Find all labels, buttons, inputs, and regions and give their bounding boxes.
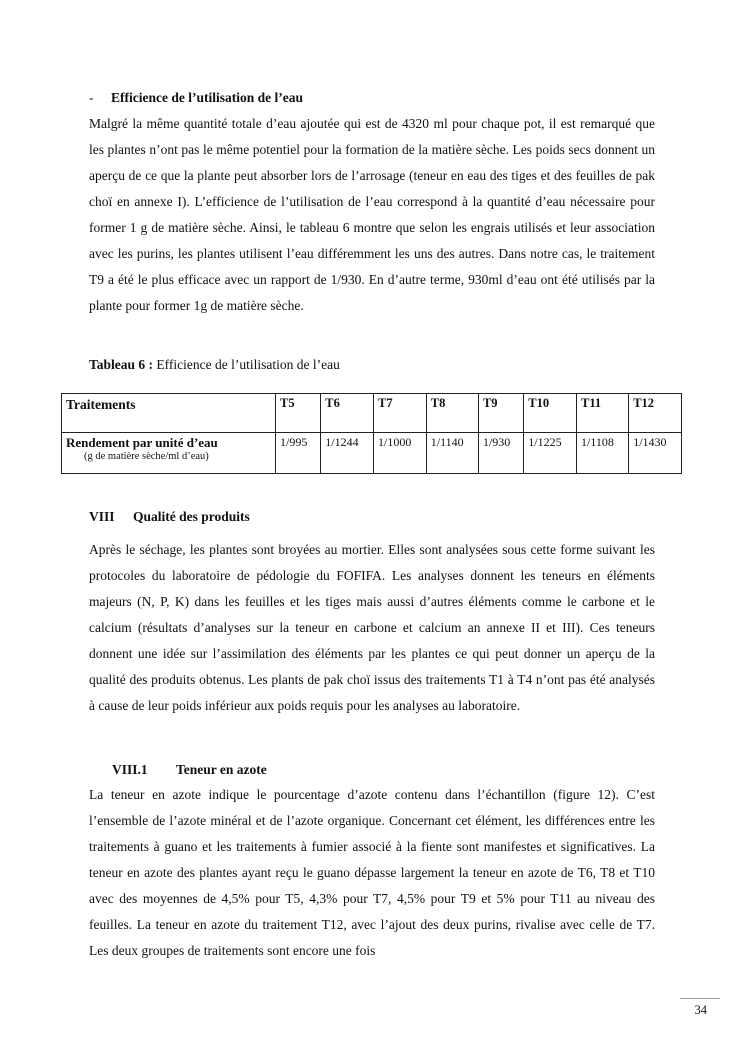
nitrogen-subsection-title: Teneur en azote (176, 762, 267, 777)
table-header-cell: T6 (321, 394, 374, 433)
table-header-cell: T11 (577, 394, 629, 433)
table-caption-label: Tableau 6 : (89, 357, 154, 372)
table-caption-text: Efficience de l’utilisation de l’eau (153, 357, 340, 372)
table-value-cell: 1/1430 (629, 433, 682, 474)
table-header-cell: T10 (524, 394, 577, 433)
table-row (62, 433, 682, 474)
nitrogen-paragraph: La teneur en azote indique le pourcentage d’azote contenu dans l’échantillon (figure 12). C’est l’ensemble de l’azote minéral et de l’azote organique. Concernant cet élément, les différences entre les traitements à guano et les traitements à fumier associé à la fiente sont manifestes et significatives. La teneur en azote des plantes ayant reçu le guano dépasse largement la teneur en azote de T6, T8 et T10 avec des moyennes de 4,5% pour T5, 4,3% pour T7, 4,5% pour T9 et 5% pour T11 au niveau des feuilles. La teneur en azote du traitement T12, avec l’ajout des deux purins, rivalise avec celle de T7. Les deux groupes de traitements sont encore une fois (89, 787, 655, 958)
table-header-row (62, 394, 682, 433)
table-value-cell: 1/930 (478, 433, 523, 474)
footer-divider (680, 998, 720, 999)
table-header-cell: T9 (478, 394, 523, 433)
table-value-cell: 1/1108 (577, 433, 629, 474)
nitrogen-subsection-number: VIII.1 (112, 762, 148, 777)
table-caption (89, 356, 340, 374)
bullet-dash: - (89, 90, 94, 105)
nitrogen-subsection-heading (112, 761, 267, 779)
table-header-label: Traitements (62, 394, 276, 433)
quality-section-heading (89, 508, 250, 526)
water-efficiency-heading (89, 89, 303, 107)
table-row-label: Rendement par unité d’eau (66, 435, 218, 450)
table-row-sublabel: (g de matière sèche/ml d’eau) (84, 451, 209, 462)
water-efficiency-title: Efficience de l’utilisation de l’eau (111, 90, 303, 105)
table-value-cell: 1/1225 (524, 433, 577, 474)
table-header-cell: T7 (374, 394, 427, 433)
table-row-label-cell (62, 433, 276, 474)
table-header-cell: T8 (426, 394, 478, 433)
table-value-cell: 1/1140 (426, 433, 478, 474)
table-value-cell: 1/1000 (374, 433, 427, 474)
water-efficiency-table (61, 393, 682, 474)
table-value-cell: 1/995 (276, 433, 321, 474)
water-efficiency-paragraph: Malgré la même quantité totale d’eau ajoutée qui est de 4320 ml pour chaque pot, il est remarqué que les plantes n’ont pas le même potentiel pour la formation de la matière sèche. Les poids secs donnent un aperçu de ce que la plante peut absorber lors de l’arrosage (teneur en eau des tiges et des feuilles de pak choï en annexe I). L’efficience de l’utilisation de l’eau correspond à la quantité d’eau nécessaire pour former 1 g de matière sèche. Ainsi, le tableau 6 montre que selon les engrais utilisés et leur association avec les purins, les plantes utilisent l’eau différemment les uns des autres. Dans notre cas, le traitement T9 a été le plus efficace avec un rapport de 1/930. En d’autre terme, 930ml d’eau ont été utilisés par la plante pour former 1g de matière sèche. (89, 116, 655, 313)
page-number: 34 (694, 1003, 707, 1017)
table-header-cell: T12 (629, 394, 682, 433)
quality-section-number: VIII (89, 509, 115, 524)
table-header-cell: T5 (276, 394, 321, 433)
quality-section-title: Qualité des produits (133, 509, 250, 524)
table-value-cell: 1/1244 (321, 433, 374, 474)
quality-paragraph: Après le séchage, les plantes sont broyées au mortier. Elles sont analysées sous cette forme suivant les protocoles du laboratoire de pédologie du FOFIFA. Les analyses donnent les teneurs en éléments majeurs (N, P, K) dans les feuilles et les tiges mais aussi d’autres éléments comme le carbone et le calcium (résultats d’analyses sur la teneur en carbone et calcium an annexe II et III). Ces teneurs donnent une idée sur l’assimilation des éléments par les plantes ce qui peut donner un aperçu de la qualité des produits obtenus. Les plants de pak choï issus des traitements T1 à T4 n’ont pas été analysés à cause de leur poids inférieur aux poids requis pour les analyses au laboratoire. (89, 542, 655, 713)
